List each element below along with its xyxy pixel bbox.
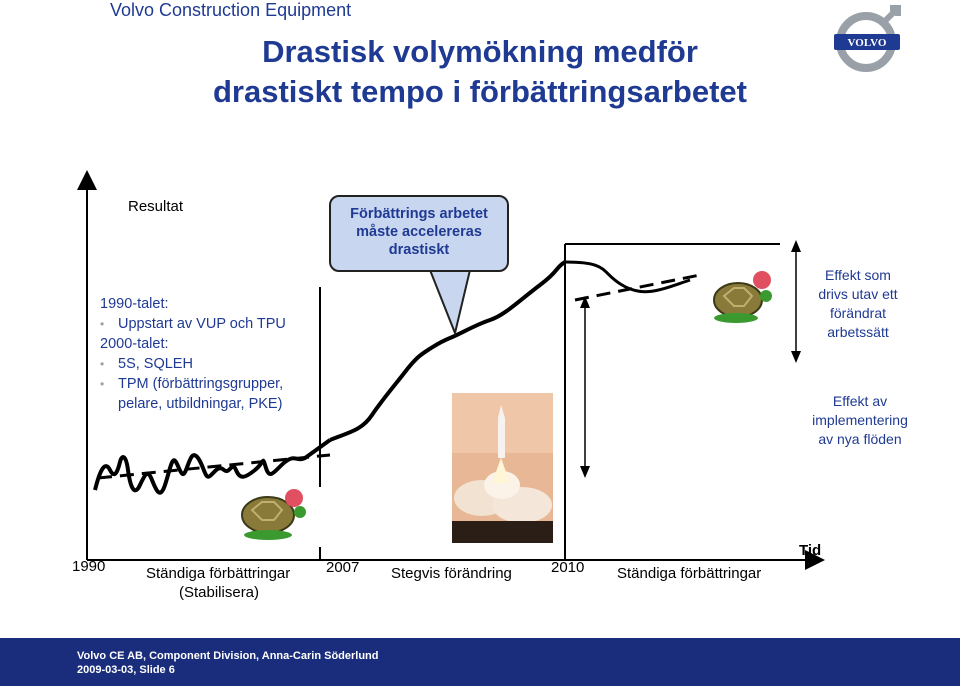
footer-organization: Volvo CE AB, Component Division, Anna-Carin Söderlund	[77, 650, 379, 662]
title-line-2: drastiskt tempo i förbättringsarbetet	[213, 74, 747, 109]
brand-name: Volvo Construction Equipment	[110, 0, 352, 20]
callout-line: drastiskt	[388, 242, 450, 258]
turtle-icon-left	[230, 487, 322, 547]
effect-line: Effekt som	[825, 267, 891, 283]
footer-bar	[0, 638, 960, 686]
callout-line: måste accelereras	[356, 224, 482, 240]
effect-line: arbetssätt	[827, 324, 889, 340]
list-item-line: pelare, utbildningar, PKE)	[118, 396, 283, 412]
effect-line: Effekt av	[832, 393, 888, 409]
milestone-2010: 2010	[551, 559, 585, 576]
bubble-tail	[430, 270, 470, 333]
effect-line: av nya flöden	[818, 431, 902, 447]
rocket-launch-image	[452, 393, 553, 543]
continuation-curve	[565, 262, 690, 292]
effect-line: drivs utav ett	[818, 286, 898, 302]
callout-bubble	[329, 195, 509, 272]
continuation-dashed	[575, 275, 700, 300]
logo-text: VOLVO	[847, 37, 887, 49]
list-item: • 5S, SQLEH	[100, 354, 286, 374]
phase-continuous-2: Ständiga förbättringar	[617, 565, 762, 582]
footer-date-slide: 2009-03-03, Slide 6	[77, 664, 175, 676]
list-item: • Uppstart av VUP och TPU	[100, 314, 286, 334]
effect-line: förändrat	[829, 305, 887, 321]
title-line-1: Drastisk volymökning medför	[262, 34, 698, 69]
list-item	[100, 374, 286, 414]
phase-continuous-1: Ständiga förbättringar	[146, 565, 291, 582]
effect-top-text	[800, 266, 916, 342]
phase-stepwise: Stegvis förändring	[391, 565, 512, 582]
initiatives-list	[100, 294, 286, 414]
milestone-1990: 1990	[72, 558, 106, 575]
turtle-icon-right	[705, 268, 780, 330]
callout-line: Förbättrings arbetet	[350, 206, 488, 222]
list-heading-1990s: 1990-talet:	[100, 296, 169, 312]
phase-stabilize: (Stabilisera)	[179, 584, 260, 601]
x-axis-label: Tid	[799, 542, 822, 559]
effect-bottom-text	[800, 392, 920, 449]
list-item-line: • TPM (förbättringsgrupper,	[118, 376, 284, 392]
y-axis-label: Resultat	[128, 198, 184, 215]
milestone-2007: 2007	[326, 559, 360, 576]
list-heading-2000s: 2000-talet:	[100, 336, 169, 352]
effect-line: implementering	[812, 412, 908, 428]
